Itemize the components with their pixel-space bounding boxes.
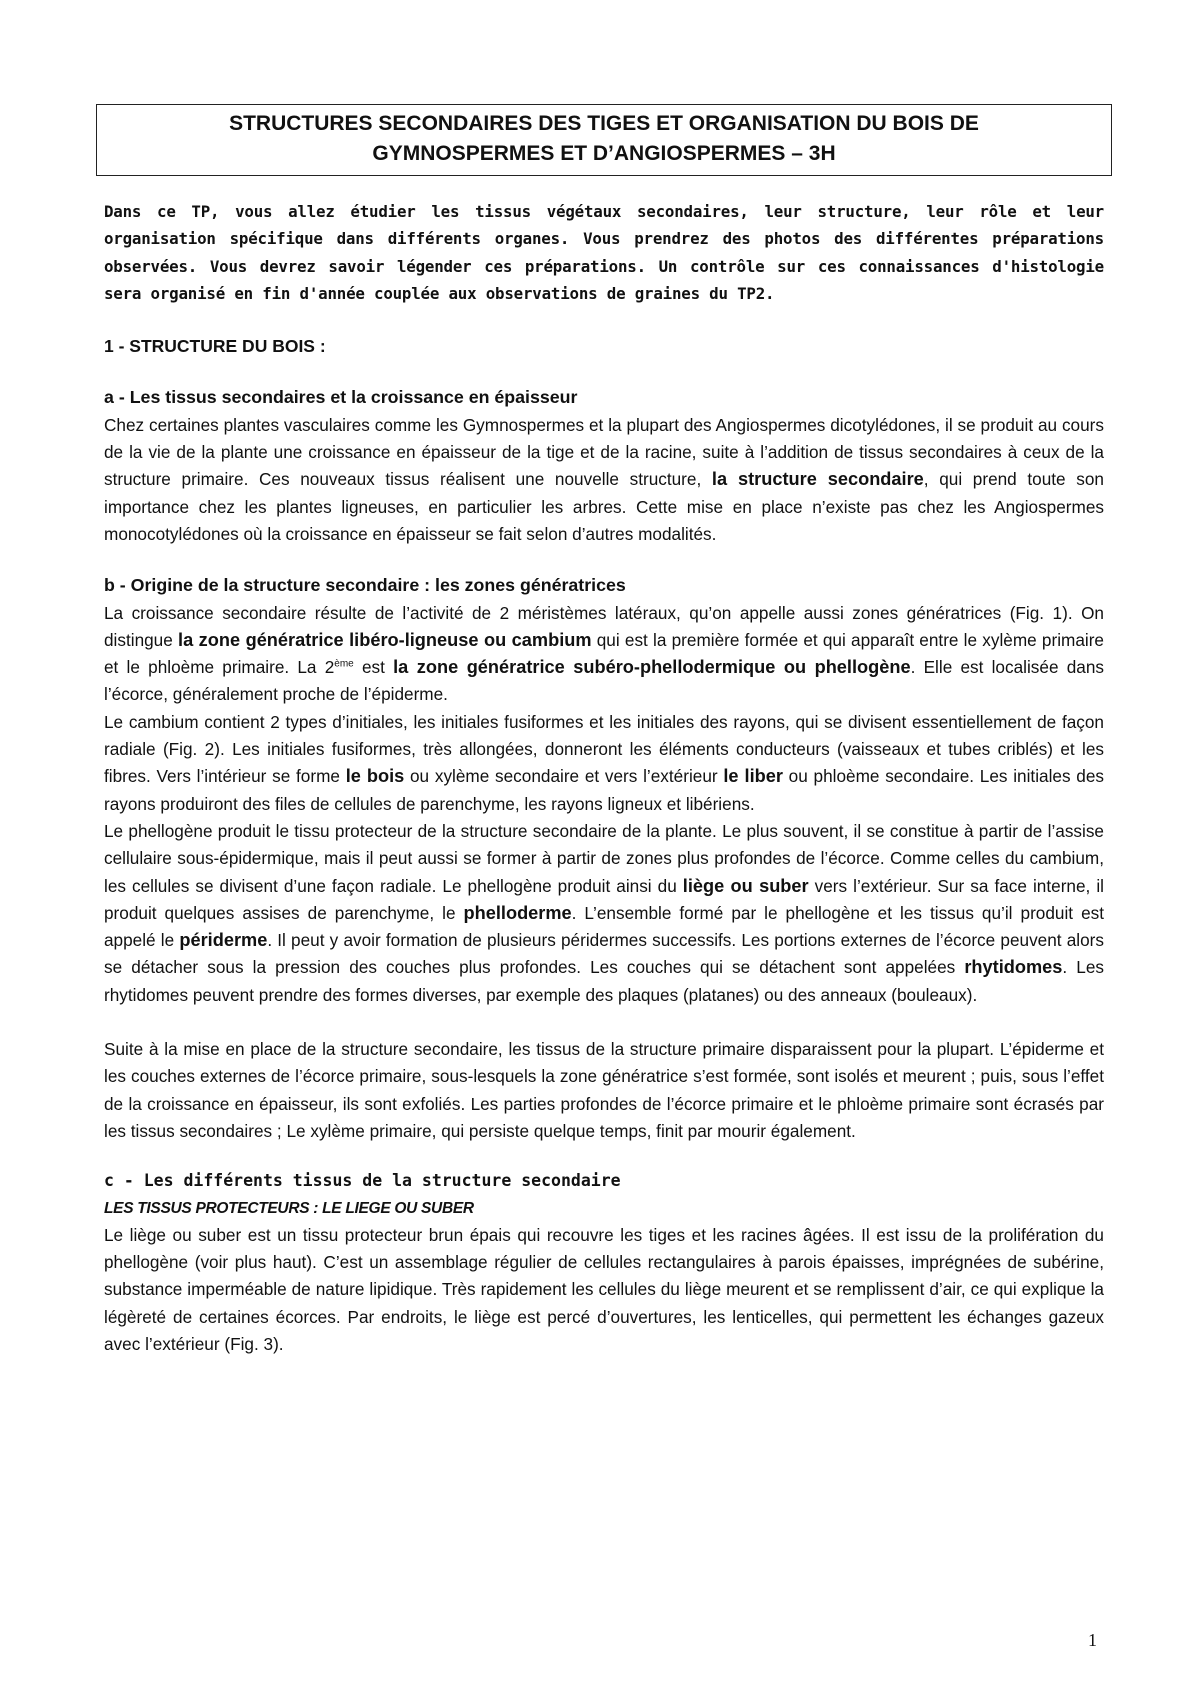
- term-structure-secondaire: la structure secondaire: [711, 469, 924, 490]
- section-c-paragraph: Le liège ou suber est un tissu protecteur brun épais qui recouvre les tiges et les racines âgées. Il est issu de la prolifération du phellogène (voir plus haut). C’est un assemblage régulier de cellules rectangulaires à parois épaisses, imprégnées de subérine, substance imperméable de nature lipidique. Très rapidement les cellules du liège meurent et se remplissent d’air, ce qui explique la légèreté de certaines écorces. Par endroits, le liège est percé d’ouvertures, les lenticelles, qui permettent les échanges gazeux avec l’extérieur (Fig. 3).: [104, 1224, 1104, 1354]
- section-c-subheading: LES TISSUS PROTECTEURS : LE LIEGE OU SUBER: [104, 1199, 474, 1217]
- term-bois: le bois: [345, 766, 405, 787]
- term-periderme: périderme: [179, 930, 268, 951]
- intro-text: Dans ce TP, vous allez étudier les tissus végétaux secondaires, leur structure, leur rôle et leur organisation spécifique dans différents organes. Vous prendrez des photos des différentes préparations observées. Vous devrez savoir légender ces préparations. Un contrôle sur ces connaissances d'histologie sera organisé en fin d'année couplée aux observations de graines du TP2.: [104, 202, 1104, 303]
- section-a-heading: a - Les tissus secondaires et la croissance en épaisseur: [104, 387, 578, 408]
- term-rhytidomes: rhytidomes: [964, 957, 1063, 978]
- section-1-heading: 1 - STRUCTURE DU BOIS :: [104, 336, 326, 357]
- page-number: 1: [1088, 1630, 1097, 1650]
- title-line-2: GYMNOSPERMES ET D’ANGIOSPERMES – 3H: [372, 142, 836, 165]
- term-cambium: la zone génératrice libéro-ligneuse ou cambium: [178, 629, 592, 650]
- section-b-paragraph-2: Le cambium contient 2 types d’initiales, les initiales fusiformes et les initiales des rayons, qui se divisent essentiellement de façon radiale (Fig. 2). Les initiales fusiformes, très allongées, donneront les éléments conducteurs (vaisseaux et tubes criblés) et les fibres. Vers l’intérieur se forme le bois ou xylème secondaire et vers l’extérieur le liber ou phloème secondaire. Les initiales des rayons produiront des files de cellules de parenchyme, les rayons ligneux et libériens.: [104, 711, 1105, 814]
- title-line-1: STRUCTURES SECONDAIRES DES TIGES ET ORGANISATION DU BOIS DE: [229, 112, 979, 135]
- section-a-paragraph: Chez certaines plantes vasculaires comme les Gymnospermes et la plupart des Angiospermes dicotylédones, il se produit au cours de la vie de la plante une croissance en épaisseur de la tige et de la racine, suite à l’addition de tissus secondaires à ceux de la structure primaire. Ces nouveaux tissus réalisent une nouvelle structure, la structure secondaire, qui prend toute son importance chez les plantes ligneuses, en particulier les arbres. Cette mise en place n’existe pas chez les Angiospermes monocotylédones où la croissance en épaisseur se fait selon d’autres modalités.: [104, 414, 1104, 544]
- section-b-paragraph-3: Le phellogène produit le tissu protecteur de la structure secondaire de la plante. Le plus souvent, il se constitue à partir de l’assise cellulaire sous-épidermique, mais il peut aussi se former à partir de zones plus profondes de l’écorce. Comme celles du cambium, les cellules se divisent d’une façon radiale. Le phellogène produit ainsi du liège ou suber vers l’extérieur. Sur sa face interne, il produit quelques assises de parenchyme, le phelloderme. L’ensemble formé par le phellogène et les tissus qu’il produit est appelé le périderme. Il peut y avoir formation de plusieurs péridermes successifs. Les portions externes de l’écorce peuvent alors se détacher sous la pression des couches plus profondes. Les couches qui se détachent sont appelées rhytidomes. Les rhytidomes peuvent prendre des formes diverses, par exemple des plaques (platanes) ou des anneaux (bouleaux).: [104, 820, 1104, 1005]
- term-liber: le liber: [723, 766, 783, 787]
- section-b-paragraph-4: Suite à la mise en place de la structure secondaire, les tissus de la structure primaire disparaissent pour la plupart. L’épiderme et les couches externes de l’écorce primaire, sous-lesquels la zone génératrice s’est formée, sont isolés et meurent ; puis, sous l’effet de la croissance en épaisseur, ils sont exfoliés. Les parties profondes de l’écorce primaire et le phloème primaire sont écrasés par les tissus secondaires ; Le xylème primaire, qui persiste quelque temps, finit par mourir également.: [104, 1039, 1104, 1141]
- section-c-heading: c - Les différents tissus de la structure secondaire: [104, 1171, 621, 1191]
- document-body: [104, 198, 1104, 1358]
- term-phelloderme: phelloderme: [463, 902, 572, 923]
- term-phellogene: la zone génératrice subéro-phellodermique ou phellogène: [393, 657, 911, 678]
- section-b-heading: b - Origine de la structure secondaire : les zones génératrices: [104, 575, 626, 596]
- term-liege: liège ou suber: [682, 875, 809, 896]
- title-box: [96, 104, 1112, 176]
- intro-paragraph: [104, 198, 1104, 307]
- spacer: [104, 1009, 1104, 1036]
- section-b-paragraph-1: La croissance secondaire résulte de l’activité de 2 méristèmes latéraux, qu’on appelle aussi zones génératrices (Fig. 1). On distingue la zone génératrice libéro-ligneuse ou cambium qui est la première formée et qui apparaît entre le xylème primaire et le phloème primaire. La 2ème est la zone génératrice subéro-phellodermique ou phellogène. Elle est localisée dans l’écorce, généralement proche de l’épiderme.: [104, 602, 1104, 705]
